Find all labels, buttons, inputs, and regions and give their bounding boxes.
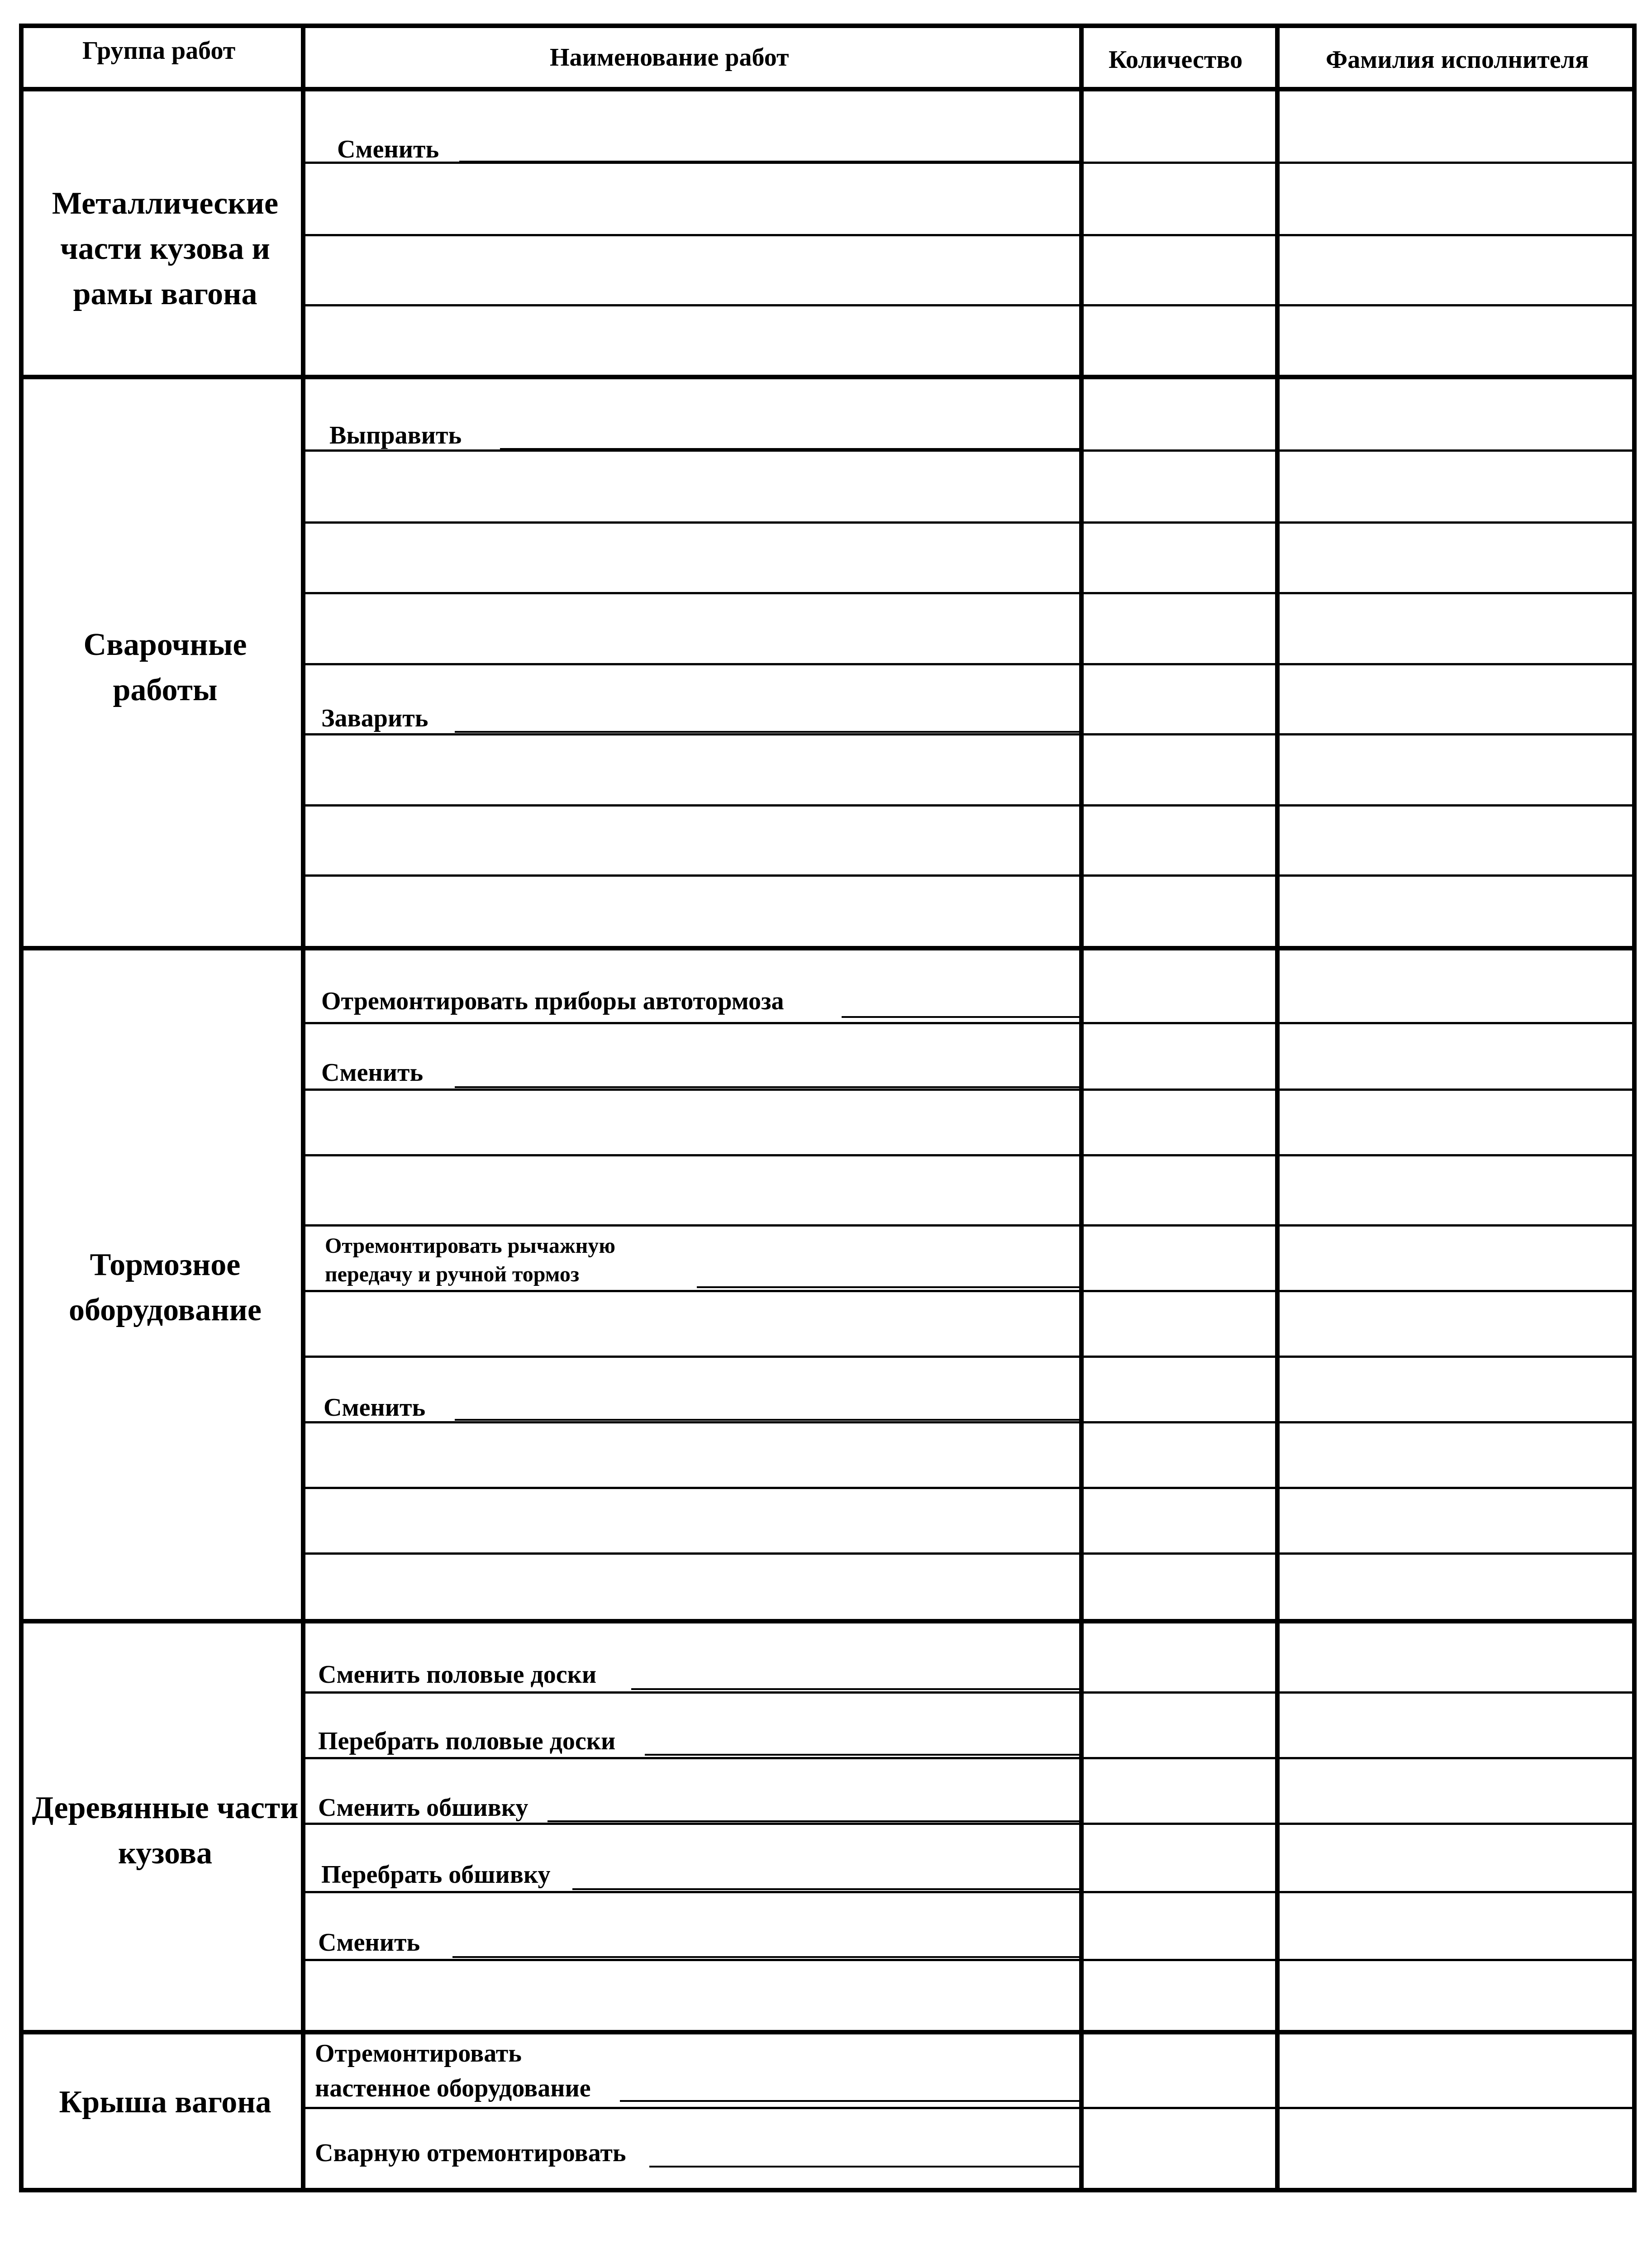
fill-in-line (631, 1688, 1079, 1690)
table-border-right (1632, 24, 1637, 2192)
row-line (301, 663, 1637, 665)
group-separator (19, 375, 1637, 379)
fill-in-line (649, 2166, 1079, 2168)
group-label-wooden: Деревянные части кузова (32, 1790, 299, 1871)
work-item: Перебрать обшивку (321, 1861, 551, 1889)
row-line (301, 1290, 1637, 1292)
work-item: Перебрать половые доски (318, 1727, 616, 1755)
row-line (301, 1154, 1637, 1156)
fill-in-line (842, 1016, 1079, 1018)
row-line (301, 1959, 1637, 1961)
work-item: передачу и ручной тормоз (325, 1262, 580, 1286)
row-line (301, 1552, 1637, 1555)
row-line (301, 804, 1637, 807)
work-item: Сменить половые доски (318, 1661, 597, 1689)
group-separator (19, 1619, 1637, 1623)
row-line (301, 234, 1637, 236)
work-item: Сварную отремонтировать (315, 2139, 626, 2167)
fill-in-line (455, 1419, 1079, 1421)
column-divider-qty (1079, 24, 1084, 2192)
row-line (301, 521, 1637, 524)
work-item: Сменить (337, 135, 439, 163)
fill-in-line (452, 1956, 1079, 1958)
header-qty: Количество (1109, 46, 1243, 74)
row-line (301, 1891, 1637, 1893)
fill-in-line (500, 448, 1079, 450)
fill-in-line (645, 1754, 1079, 1756)
row-line (301, 1823, 1637, 1825)
work-item: Отремонтировать рычажную (325, 1234, 615, 1258)
group-separator (19, 946, 1637, 950)
row-line (301, 1421, 1637, 1423)
header-group: Группа работ (82, 37, 236, 65)
row-line (301, 1356, 1637, 1358)
work-item: Отремонтировать (315, 2039, 522, 2067)
group-label-metal: Металлические части кузова и рамы вагона (52, 186, 279, 311)
work-item: Выправить (329, 421, 462, 449)
work-item: Сменить обшивку (318, 1794, 528, 1822)
row-line (301, 592, 1637, 594)
row-line (301, 2107, 1637, 2109)
row-line (301, 1691, 1637, 1694)
group-label-brakes: Тормозное оборудование (69, 1247, 262, 1327)
row-line (301, 1224, 1637, 1227)
row-line (301, 1487, 1637, 1489)
work-item: Заварить (321, 704, 428, 732)
table-border-bottom (19, 2188, 1637, 2192)
header-name: Наименование работ (550, 43, 789, 72)
row-line (301, 304, 1637, 306)
fill-in-line (697, 1286, 1079, 1288)
fill-in-line (455, 731, 1079, 733)
group-label-welding: Сварочные работы (83, 627, 247, 707)
column-divider-group (301, 24, 305, 2192)
work-item: Сменить (321, 1059, 424, 1087)
row-line (301, 1757, 1637, 1759)
row-line (301, 874, 1637, 877)
fill-in-line (620, 2100, 1079, 2102)
work-item: Отремонтировать приборы автотормоза (321, 987, 784, 1015)
fill-in-line (459, 161, 1079, 162)
fill-in-line (455, 1086, 1079, 1088)
work-item: настенное оборудование (315, 2074, 591, 2102)
group-separator (19, 2030, 1637, 2034)
table-border-left (19, 24, 24, 2192)
table-border-top (19, 24, 1637, 28)
fill-in-line (572, 1888, 1079, 1890)
work-item: Сменить (318, 1929, 420, 1957)
column-divider-worker (1275, 24, 1280, 2192)
group-label-roof: Крыша вагона (59, 2085, 271, 2120)
row-line (301, 733, 1637, 735)
row-line (301, 1022, 1637, 1024)
row-line (301, 1089, 1637, 1091)
fill-in-line (547, 1820, 1079, 1822)
header-worker: Фамилия исполнителя (1326, 46, 1589, 74)
header-separator (19, 87, 1637, 91)
work-item: Сменить (324, 1394, 426, 1422)
